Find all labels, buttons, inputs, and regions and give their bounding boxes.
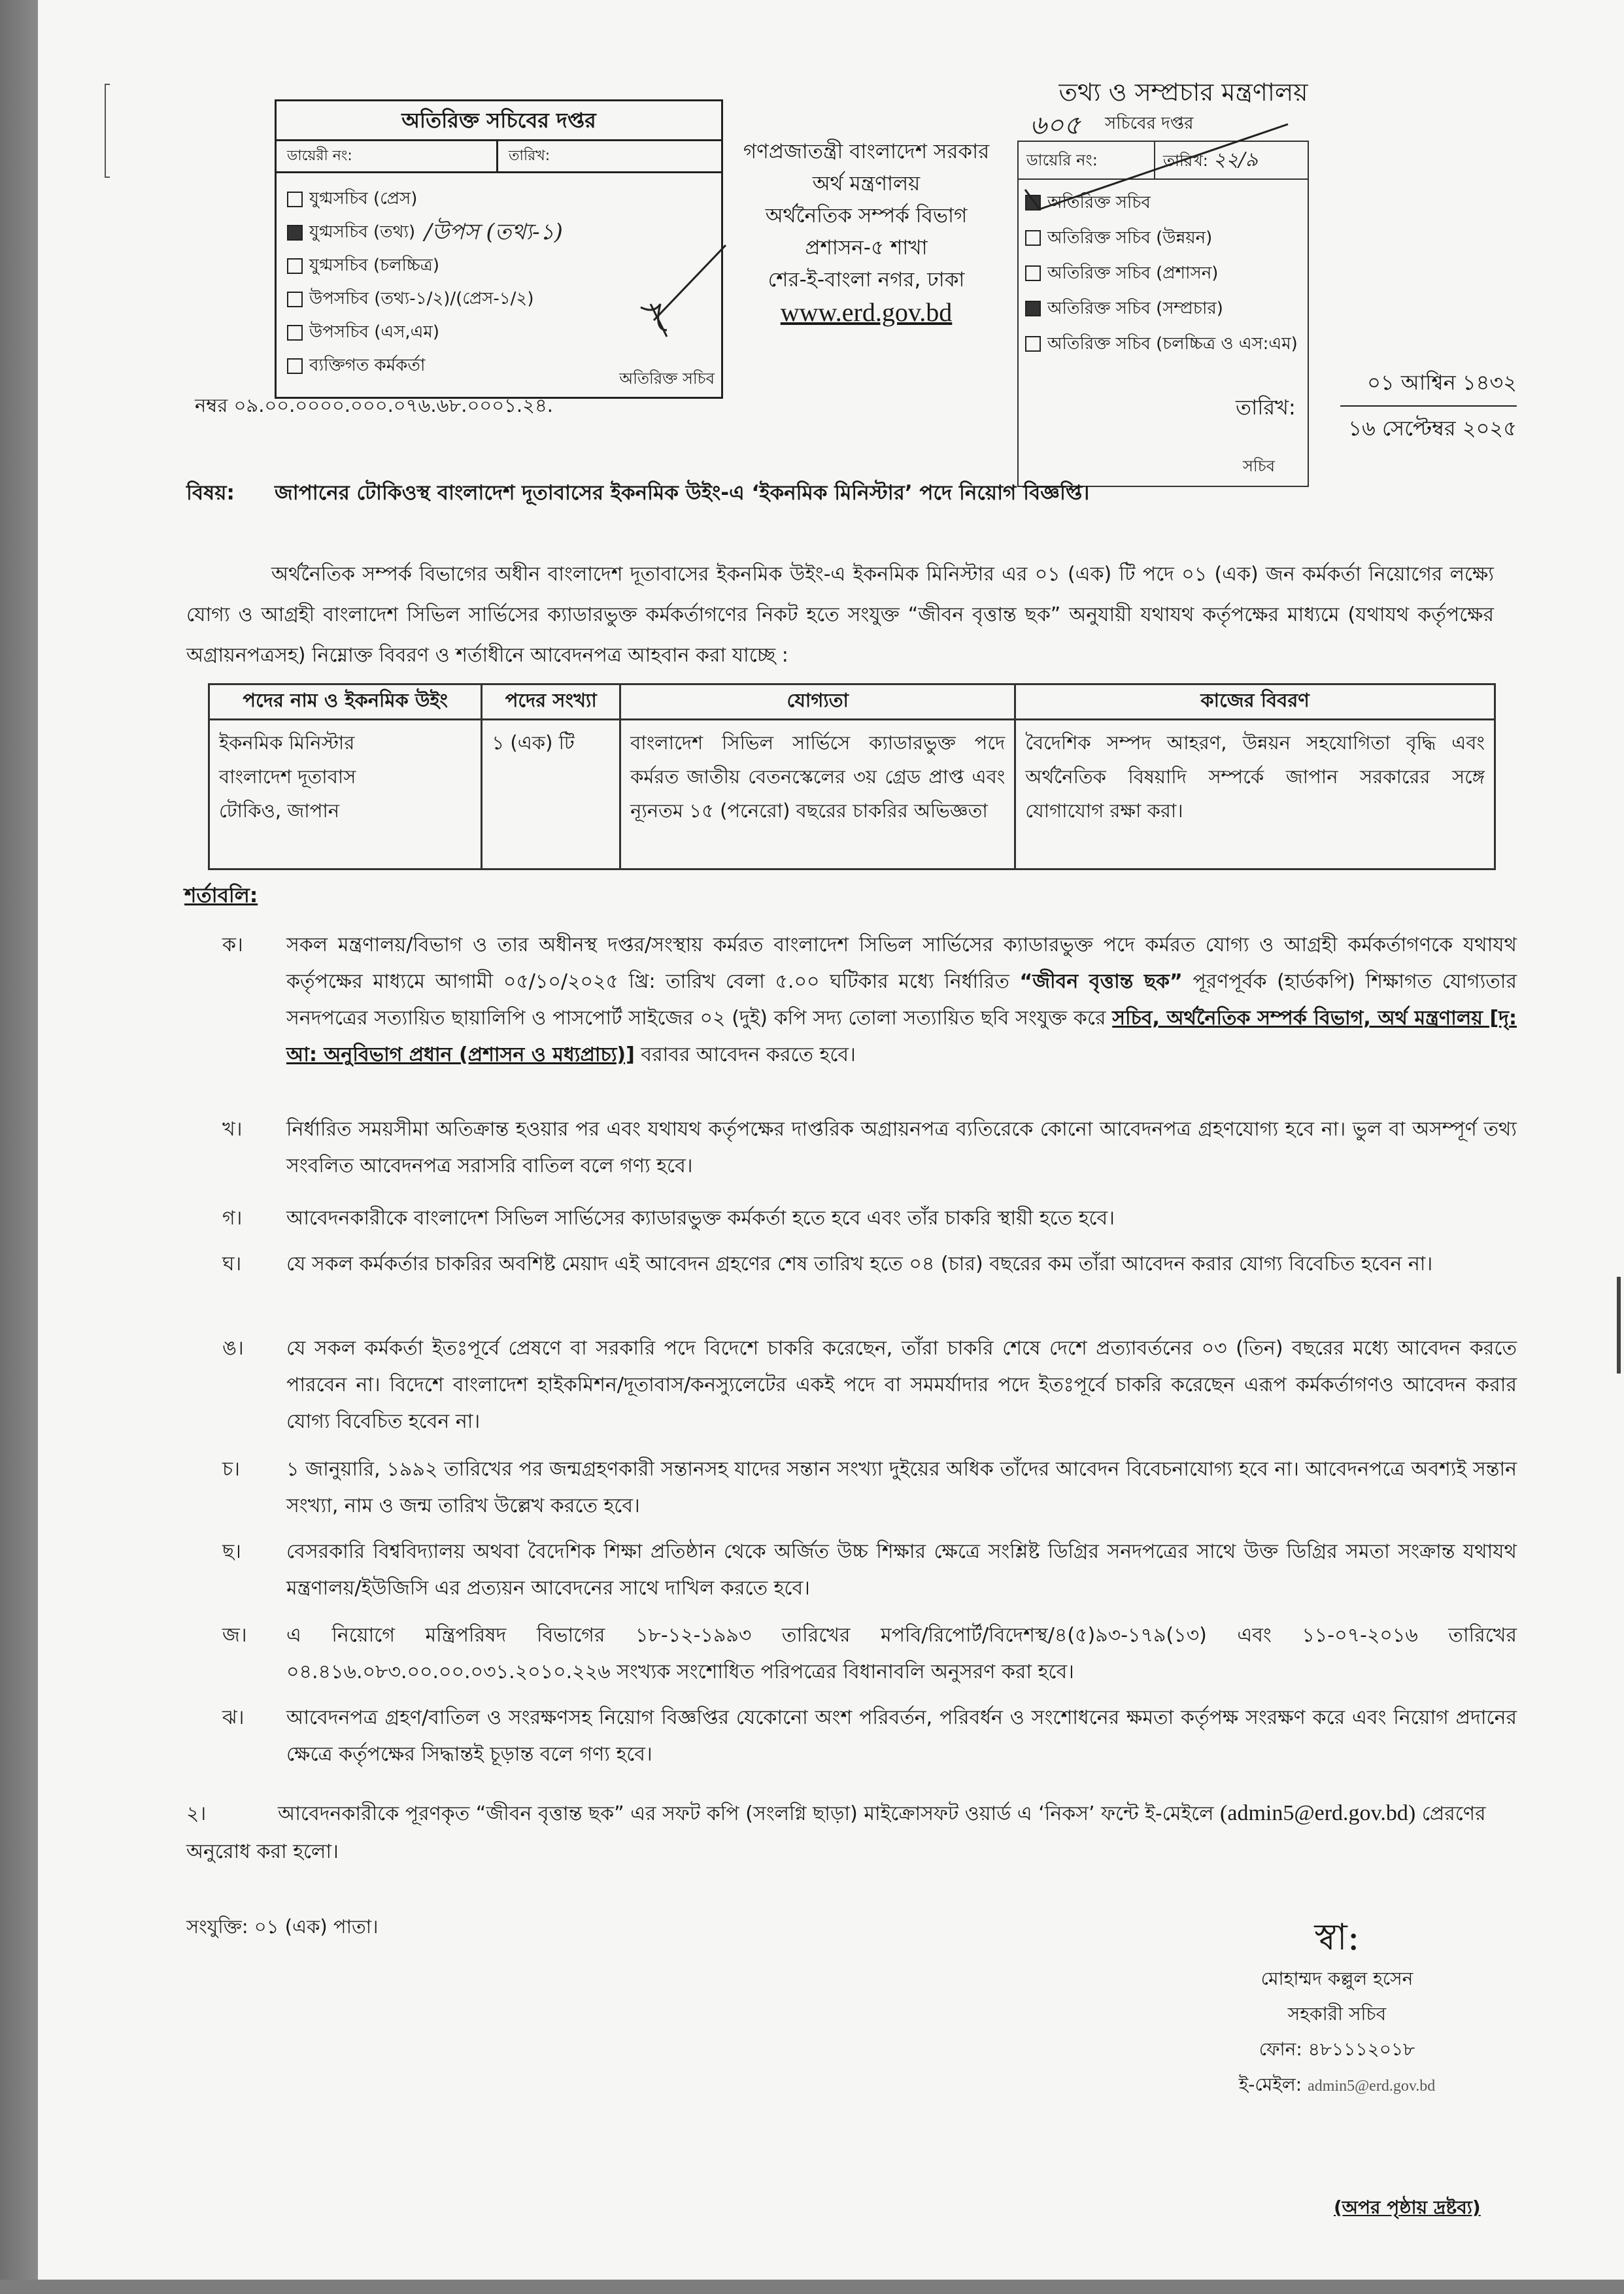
option-label: অতিরিক্ত সচিব (সম্প্রচার)	[1047, 299, 1223, 318]
routing-option	[287, 182, 711, 216]
division-name: অর্থনৈতিক সম্পর্ক বিভাগ	[765, 204, 968, 228]
signatory-name: মোহাম্মদ কল্লুল হসেন	[1260, 1968, 1413, 1989]
submission-email[interactable]: (admin5@erd.gov.bd)	[1220, 1801, 1416, 1825]
checkbox-icon	[287, 358, 303, 374]
ministry-stamp-subtitle: সচিবের দপ্তর	[1105, 114, 1194, 133]
condition-item	[222, 1246, 1517, 1283]
handwritten-diary-number: ৬০৫	[1030, 110, 1081, 141]
qualification-cell: বাংলাদেশ সিভিল সার্ভিসে ক্যাডারভুক্ত পদে কর্মরত জাতীয় বেতনস্কেলের ৩য় গ্রেড প্রাপ্ত এবং ন্যূনতম ১৫ (পনেরো) বছরের চাকরির অভিজ্ঞতা	[620, 720, 1015, 869]
option-label: অতিরিক্ত সচিব	[1047, 193, 1151, 212]
subject-label: বিষয়:	[186, 481, 235, 505]
condition-marker: ঙ।	[222, 1337, 244, 1360]
stamp-title: অতিরিক্ত সচিবের দপ্তর	[277, 101, 721, 141]
subject-line	[186, 477, 1298, 511]
signatory-email[interactable]: admin5@erd.gov.bd	[1308, 2078, 1436, 2095]
checkbox-icon	[287, 258, 303, 274]
address: শের-ই-বাংলা নগর, ঢাকা	[768, 268, 965, 292]
date-gregorian: ১৬ সেপ্টেম্বর ২০২৫	[1348, 416, 1517, 441]
paragraph-2	[186, 1795, 1520, 1871]
staple-mark	[1617, 1277, 1621, 1374]
condition-item	[222, 927, 1517, 1073]
strike-line-icon	[1020, 118, 1294, 216]
issue-date	[1340, 366, 1517, 447]
checkbox-icon	[287, 325, 303, 341]
condition-text: আবেদনকারীকে বাংলাদেশ সিভিল সার্ভিসের ক্যাডারভুক্ত কর্মকর্তা হতে হবে এবং তাঁর চাকরি স্থায়ী হতে হবে।	[286, 1207, 1115, 1230]
job-description-cell: বৈদেশিক সম্পদ আহরণ, উন্নয়ন সহযোগিতা বৃদ্ধি এবং অর্থনৈতিক বিষয়াদি সম্পর্কে জাপান সরকারের সঙ্গে যোগাযোগ রক্ষা করা।	[1015, 720, 1495, 869]
column-header: পদের নাম ও ইকনমিক উইং	[209, 684, 482, 720]
date-label: তারিখ:	[509, 148, 550, 164]
branch-name: প্রশাসন-৫ শাখা	[805, 236, 928, 260]
condition-marker: জ।	[222, 1624, 247, 1647]
memo-number: নম্বর ০৯.০০.০০০০.০০০.০৭৬.৬৮.০০০১.২৪.	[195, 394, 553, 416]
addressee-underlined: সচিব, অর্থনৈতিক সম্পর্ক বিভাগ, অর্থ মন্ত্রণালয় [দৃ: আ: অনুবিভাগ প্রধান (প্রশাসন ও মধ্যপ্রাচ্য)]	[286, 1007, 1517, 1066]
condition-text: ১ জানুয়ারি, ১৯৯২ তারিখের পর জন্মগ্রহণকারী সন্তানসহ যাদের সন্তান সংখ্যা দুইয়ের অধিক তাঁদের আবেদন বিবেচনাযোগ্য হবে না। আবেদনপত্রে অবশ্যই সন্তান সংখ্যা, নাম ও জন্ম তারিখ উল্লেখ করতে হবে।	[286, 1458, 1517, 1517]
staple-mark	[105, 84, 110, 178]
subject-text: জাপানের টোকিওস্থ বাংলাদেশ দূতাবাসের ইকনমিক উইং-এ ‘ইকনমিক মিনিস্টার’ পদে নিয়োগ বিজ্ঞপ্তি।	[275, 481, 1090, 505]
diary-no-label: ডায়েরি নং:	[1019, 142, 1155, 178]
handwritten-note: /উপস (তথ্য-১)	[424, 219, 563, 245]
table-row	[209, 720, 1495, 869]
form-name-bold: “জীবন বৃত্তান্ত ছক”	[1019, 970, 1183, 993]
condition-marker: ছ।	[222, 1540, 241, 1563]
routing-option	[1025, 220, 1301, 256]
website-link[interactable]: www.erd.gov.bd	[780, 297, 953, 327]
routing-option	[1025, 326, 1301, 362]
option-label: ব্যক্তিগত কর্মকর্তা	[309, 356, 426, 375]
condition-text: নির্ধারিত সময়সীমা অতিক্রান্ত হওয়ার পর এবং যথাযথ কর্তৃপক্ষের দাপ্তরিক অগ্রায়নপত্র ব্যতিরেকে কোনো আবেদনপত্র গ্রহণযোগ্য হবে না। ভুল বা অসম্পূর্ণ তথ্য সংবলিত আবেদনপত্র সরাসরি বাতিল বলে গণ্য হবে।	[286, 1118, 1517, 1177]
checkbox-icon	[1025, 336, 1041, 352]
condition-marker: চ।	[222, 1458, 240, 1481]
option-label: অতিরিক্ত সচিব (উন্নয়ন)	[1047, 228, 1213, 248]
page-turn-note: (অপর পৃষ্ঠায় দ্রষ্টব্য)	[1334, 2197, 1481, 2218]
signatory-email-line: ই-মেইল: admin5@erd.gov.bd	[1238, 2074, 1436, 2095]
condition-marker: খ।	[222, 1118, 243, 1141]
date-bengali: ০১ আশ্বিন ১৪৩২	[1340, 366, 1517, 407]
condition-item	[222, 1111, 1517, 1185]
date-label: তারিখ: ২২/৯	[1163, 148, 1259, 171]
condition-text: বেসরকারি বিশ্ববিদ্যালয় অথবা বৈদেশিক শিক্ষা প্রতিষ্ঠান থেকে অর্জিত উচ্চ শিক্ষার ক্ষেত্রে সংশ্লিষ্ট ডিগ্রির সনদপত্রের সাথে উক্ত ডিগ্রির সমতা সংক্রান্ত যথাযথ মন্ত্রণালয়/ইউজিসি এর প্রত্যয়ন আবেদনের সাথে দাখিল করতে হবে।	[286, 1540, 1517, 1600]
checkbox-icon	[287, 192, 303, 207]
condition-item	[222, 1617, 1517, 1691]
option-label: উপসচিব (তথ্য-১/২)/(প্রেস-১/২)	[309, 289, 534, 309]
column-header: কাজের বিবরণ	[1015, 684, 1495, 720]
option-label: যুগ্মসচিব (চলচ্চিত্র)	[309, 256, 440, 275]
condition-text: এ নিয়োগে মন্ত্রিপরিষদ বিভাগের ১৮-১২-১৯৯৩ তারিখের মপবি/রিপোর্ট/বিদেশস্থ/৪(৫)৯৩-১৭৯(১৩) এবং ১১-০৭-২০১৬ তারিখের ০৪.৪১৬.০৮৩.০০.০০.০৩১.২০১০.২২৬ সংখ্যক সংশোধিত পরিপত্রের বিধানাবলি অনুসরণ করা হবে।	[286, 1624, 1517, 1683]
checked-checkbox-icon	[287, 225, 303, 241]
checkbox-icon	[287, 292, 303, 307]
paragraph-number: ২।	[186, 1802, 207, 1825]
table-header-row	[209, 684, 1495, 720]
scan-edge-left	[0, 0, 38, 2294]
condition-item	[222, 1534, 1517, 1607]
ministry-stamp-title: তথ্য ও সম্প্রচার মন্ত্রণালয়	[1058, 78, 1308, 107]
date-label: তারিখ:	[1236, 395, 1296, 420]
checked-checkbox-icon	[1025, 301, 1041, 316]
checkbox-icon	[1025, 265, 1041, 281]
routing-option	[1025, 256, 1301, 291]
signatory-phone: ফোন: ৪৮১১১২০১৮	[1259, 2038, 1415, 2060]
condition-text: আবেদনপত্র গ্রহণ/বাতিল ও সংরক্ষণসহ নিয়োগ বিজ্ঞপ্তির যেকোনো অংশ পরিবর্তন, পরিবর্ধন ও সংশোধনের ক্ষমতা কর্তৃপক্ষ সংরক্ষণ করে এবং নিয়োগ প্রদানের ক্ষেত্রে কর্তৃপক্ষের সিদ্ধান্তই চূড়ান্ত বলে গণ্য হবে।	[286, 1706, 1517, 1766]
signature-mark: স্বা:	[1314, 1916, 1360, 1959]
vacancy-table	[208, 683, 1496, 870]
ministry-name: অর্থ মন্ত্রণালয়	[812, 172, 921, 195]
condition-marker: ক।	[222, 934, 243, 956]
option-label: অতিরিক্ত সচিব (প্রশাসন)	[1047, 263, 1219, 283]
post-count-cell: ১ (এক) টি	[482, 720, 620, 869]
paragraph-text: আবেদনকারীকে পূরণকৃত “জীবন বৃত্তান্ত ছক” এর সফট কপি (সংলগ্নি ছাড়া) মাইক্রোসফট ওয়ার্ড এ ‘নিকস’ ফন্টে ই-মেইলে	[278, 1802, 1221, 1825]
routing-option	[1025, 291, 1301, 326]
condition-marker: গ।	[222, 1207, 243, 1230]
govt-name: গণপ্রজাতন্ত্রী বাংলাদেশ সরকার	[743, 140, 990, 163]
conditions-title: শর্তাবলি:	[184, 884, 258, 907]
column-header: পদের সংখ্যা	[482, 684, 620, 720]
condition-item	[222, 1330, 1517, 1440]
diary-no-label: ডায়েরী নং:	[277, 141, 498, 171]
option-label: অতিরিক্ত সচিব (চলচ্চিত্র ও এস:এম)	[1047, 334, 1298, 354]
column-header: যোগ্যতা	[620, 684, 1015, 720]
condition-text: যে সকল কর্মকর্তা ইতঃপূর্বে প্রেষণে বা সরকারি পদে বিদেশে চাকরি করেছেন, তাঁরা চাকরি শেষে দেশে প্রত্যাবর্তনের ০৩ (তিন) বছরের মধ্যে আবেদন করতে পারবেন না। বিদেশে বাংলাদেশ হাইকমিশন/দূতাবাস/কনস্যুলেটের একই পদে বা সমমর্যাদার পদে ইতঃপূর্বে চাকরি করেছেন এরূপ কর্মকর্তাগণও আবেদন করার যোগ্য বিবেচিত হবেন না।	[286, 1337, 1517, 1433]
signature-block	[1167, 1909, 1507, 2104]
scan-edge-bottom	[0, 2280, 1624, 2294]
letterhead	[719, 136, 1013, 328]
stamp-footer-label: সচিব	[1242, 457, 1275, 475]
paragraph-text: প্রেরণের অনুরোধ করা হলো।	[186, 1802, 1486, 1863]
option-label: যুগ্মসচিব (তথ্য)	[309, 222, 416, 242]
condition-item	[222, 1700, 1517, 1773]
signatory-designation: সহকারী সচিব	[1287, 2003, 1387, 2025]
option-label: যুগ্মসচিব (প্রেস)	[309, 189, 418, 209]
condition-marker: ঝ।	[222, 1706, 245, 1729]
attachment-note: সংযুক্তি: ০১ (এক) পাতা।	[186, 1915, 379, 1938]
checkbox-icon	[1025, 230, 1041, 246]
condition-item	[222, 1451, 1517, 1525]
condition-text: যে সকল কর্মকর্তার চাকরির অবশিষ্ট মেয়াদ এই আবেদন গ্রহণের শেষ তারিখ হতে ০৪ (চার) বছরের কম তাঁরা আবেদন করার যোগ্য বিবেচিত হবেন না।	[286, 1253, 1433, 1275]
initial-scribble-icon	[615, 242, 732, 346]
post-name-cell: ইকনমিক মিনিস্টার বাংলাদেশ দূতাবাস টোকিও, জাপান	[209, 720, 482, 869]
condition-text: সকল মন্ত্রণালয়/বিভাগ ও তার অধীনস্থ দপ্তর/সংস্থায় কর্মরত বাংলাদেশ সিভিল সার্ভিসের ক্যাডারভুক্ত পদে কর্মরত যোগ্য ও আগ্রহী কর্মকর্তাগণকে যথাযথ কর্তৃপক্ষের মাধ্যমে আগামী ০৫/১০/২০২৫ খ্রি: তারিখ বেলা ৫.০০ ঘটিকার মধ্যে নির্ধারিত “জীবন বৃত্তান্ত ছক” পূরণপূর্বক (হার্ডকপি) শিক্ষাগত যোগ্যতার সনদপত্রের সত্যায়িত ছায়ালিপি ও পাসপোর্ট সাইজের ০২ (দুই) কপি সদ্য তোলা সত্যায়িত ছবি সংযুক্ত করে সচিব, অর্থনৈতিক সম্পর্ক বিভাগ, অর্থ মন্ত্রণালয় [দৃ: আ: অনুবিভাগ প্রধান (প্রশাসন ও মধ্যপ্রাচ্য)] বরাবর আবেদন করতে হবে।	[286, 934, 1517, 1066]
condition-item	[222, 1200, 1517, 1237]
stamp-footer-label: অতিরিক্ত সচিব	[619, 369, 715, 388]
intro-paragraph: অর্থনৈতিক সম্পর্ক বিভাগের অধীন বাংলাদেশ দূতাবাসের ইকনমিক উইং-এ ইকনমিক মিনিস্টার এর ০১ (এক) টি পদে ০১ (এক) জন কর্মকর্তা নিয়োগের লক্ষ্যে যোগ্য ও আগ্রহী বাংলাদেশ সিভিল সার্ভিসের ক্যাডারভুক্ত কর্মকর্তাগণের নিকট হতে সংযুক্ত “জীবন বৃত্তান্ত ছক” অনুযায়ী যথাযথ কর্তৃপক্ষের মাধ্যমে (যথাযথ কর্তৃপক্ষের অগ্রায়নপত্রসহ) নিম্নোক্ত বিবরণ ও শর্তাধীনে আবেদনপত্র আহবান করা যাচ্ছে :	[186, 563, 1494, 667]
option-label: উপসচিব (এস,এম)	[309, 322, 440, 342]
handwritten-date: ২২/৯	[1213, 148, 1259, 171]
condition-marker: ঘ।	[222, 1253, 242, 1275]
